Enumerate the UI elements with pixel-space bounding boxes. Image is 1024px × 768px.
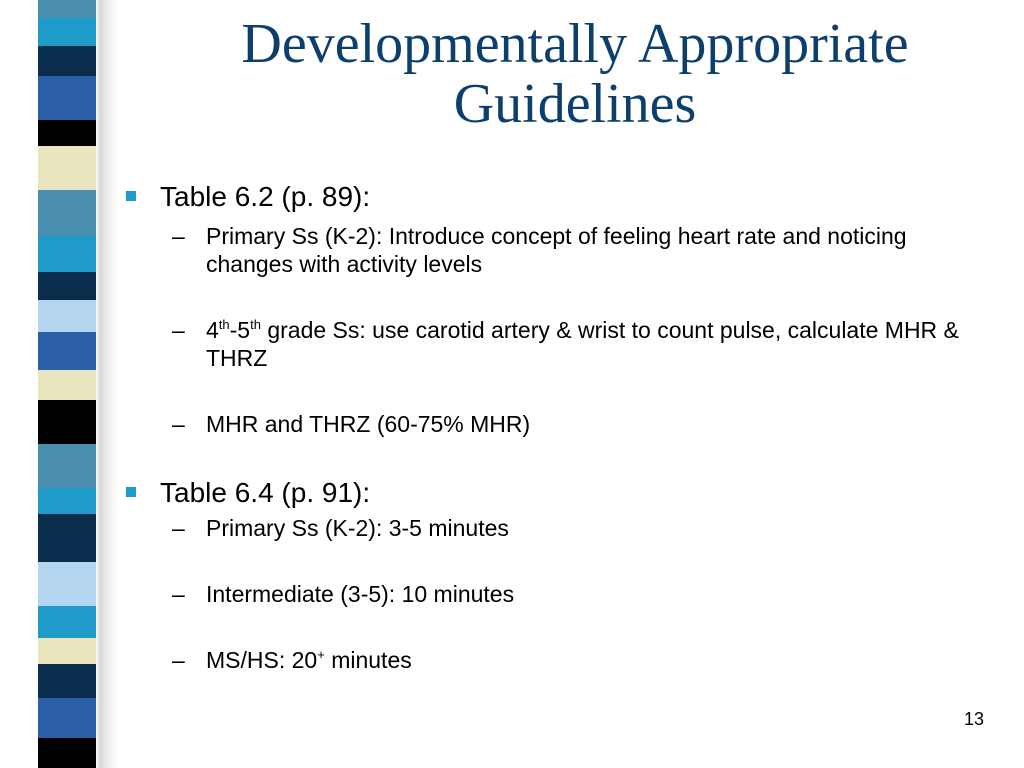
bullet-table-6-4	[126, 476, 986, 510]
bullet-square-icon	[126, 191, 136, 201]
bullet-square-icon	[126, 487, 136, 497]
dash-icon: –	[172, 581, 185, 607]
sub-bullet-text-pre: 4	[206, 317, 219, 343]
bullet-table-6-2	[126, 180, 986, 214]
superscript: +	[317, 647, 325, 662]
slide-title	[150, 14, 1000, 134]
sub-bullet-text: MHR and THRZ (60-75% MHR)	[206, 411, 531, 437]
sub-bullet-list	[172, 514, 986, 674]
sub-bullet-text: Intermediate (3-5): 10 minutes	[206, 581, 515, 607]
dash-icon: –	[172, 317, 185, 343]
sub-bullet-item	[172, 514, 986, 542]
superscript: th	[250, 317, 261, 332]
dash-icon: –	[172, 515, 185, 541]
sub-bullet-text-pre: MS/HS: 20	[206, 647, 318, 673]
page-number: 13	[963, 709, 984, 729]
sub-bullet-text-mid: -5	[229, 317, 251, 343]
dash-icon: –	[172, 411, 185, 437]
bullet-label: Table 6.2 (p. 89):	[160, 181, 371, 212]
sub-bullet-item	[172, 316, 986, 372]
sub-bullet-text: Primary Ss (K-2): Introduce concept of feeling heart rate and noticing changes with activity levels	[206, 223, 907, 277]
decorative-color-band	[0, 0, 118, 768]
sub-bullet-text-post: grade Ss: use carotid artery & wrist to count pulse, calculate MHR & THRZ	[206, 317, 959, 371]
bullet-label: Table 6.4 (p. 91):	[160, 477, 371, 508]
sub-bullet-item	[172, 222, 986, 278]
sub-bullet-text-post: minutes	[324, 647, 412, 673]
sub-bullet-list	[172, 222, 986, 438]
sub-bullet-item	[172, 646, 986, 674]
slide-title-line-2: Guidelines	[453, 73, 697, 135]
superscript: th	[218, 317, 230, 332]
sub-bullet-text: Primary Ss (K-2): 3-5 minutes	[206, 515, 509, 541]
sub-bullet-item	[172, 580, 986, 608]
slide-title-line-1: Developmentally Appropriate	[241, 13, 909, 75]
dash-icon: –	[172, 223, 185, 249]
slide-content	[126, 180, 986, 674]
sub-bullet-item	[172, 410, 986, 438]
dash-icon: –	[172, 647, 185, 673]
